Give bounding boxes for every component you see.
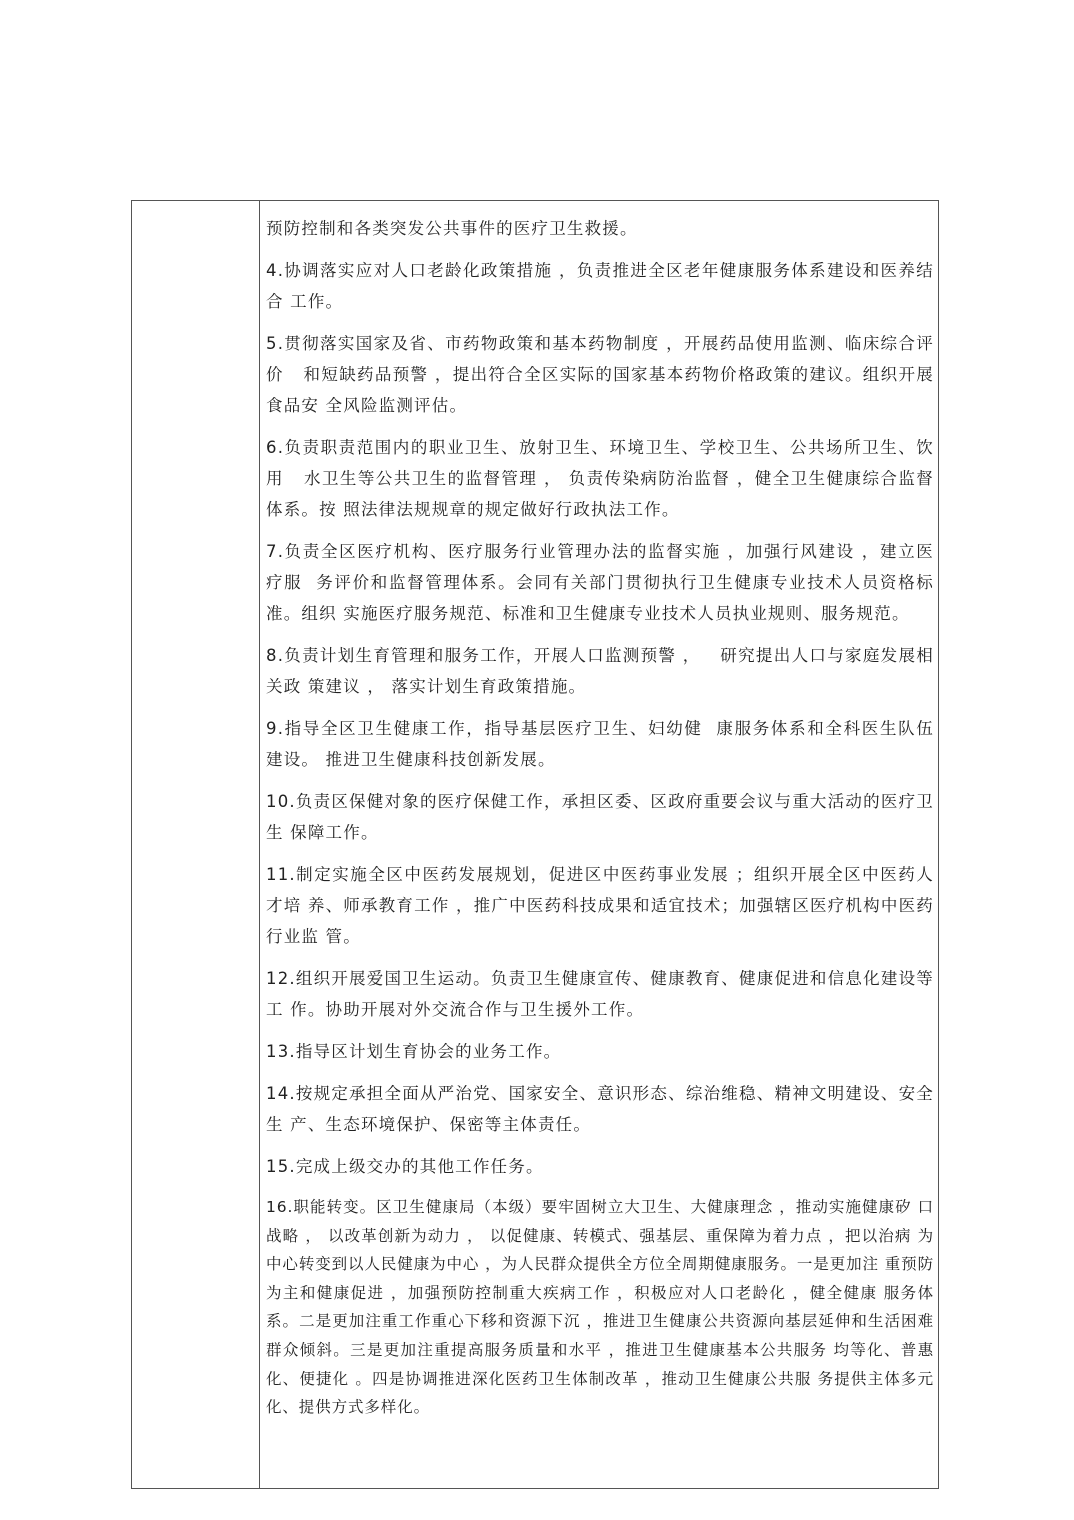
duty-paragraph-6: 6.负责职责范围内的职业卫生、放射卫生、环境卫生、学校卫生、公共场所卫生、饮用 水卫生等公共卫生的监督管理 ， 负责传染病防治监督 ，健全卫生健康综合监督体系。按 照法律法规规章的规定做好行政执法工作。 (266, 438, 934, 519)
duty-paragraph-5: 5.贯彻落实国家及省、市药物政策和基本药物制度 ，开展药品使用监测、临床综合评价 和短缺药品预警 ，提出符合全区实际的国家基本药物价格政策的建议。组织开展食品安 全风险监测评估。 (266, 334, 934, 415)
duties-table (131, 200, 939, 1489)
duty-paragraph-13: 13.指导区计划生育协会的业务工作。 (266, 1042, 562, 1061)
duty-paragraph-15: 15.完成上级交办的其他工作任务。 (266, 1157, 544, 1176)
duty-paragraph-10: 10.负责区保健对象的医疗保健工作，承担区委、区政府重要会议与重大活动的医疗卫生 保障工作。 (266, 792, 934, 842)
table-label-column (132, 201, 260, 1488)
duty-paragraph-7: 7.负责全区医疗机构、医疗服务行业管理办法的监督实施 ，加强行风建设 ，建立医疗服 务评价和监督管理体系。会同有关部门贯彻执行卫生健康专业技术人员资格标准。组织 实施医疗服务规范、标准和卫生健康专业技术人员执业规则、服务规范。 (266, 542, 934, 623)
duty-paragraph-12: 12.组织开展爱国卫生运动。负责卫生健康宣传、健康教育、健康促进和信息化建设等工 作。协助开展对外交流合作与卫生援外工作。 (266, 969, 934, 1019)
table-content-column (260, 201, 938, 1488)
duty-paragraph-continued: 预防控制和各类突发公共事件的医疗卫生救援。 (266, 219, 638, 238)
duty-paragraph-8: 8.负责计划生育管理和服务工作，开展人口监测预警 ， 研究提出人口与家庭发展相关政 策建议 ， 落实计划生育政策措施。 (266, 646, 934, 696)
duty-paragraph-9: 9.指导全区卫生健康工作，指导基层医疗卫生、妇幼健 康服务体系和全科医生队伍建设。 推进卫生健康科技创新发展。 (266, 719, 934, 769)
duty-paragraph-4: 4.协调落实应对人口老龄化政策措施 ，负责推进全区老年健康服务体系建设和医养结合 工作。 (266, 261, 934, 311)
duty-paragraph-14: 14.按规定承担全面从严治党、国家安全、意识形态、综治维稳、精神文明建设、安全生 产、生态环境保护、保密等主体责任。 (266, 1084, 934, 1134)
duty-paragraph-11: 11.制定实施全区中医药发展规划，促进区中医药事业发展 ；组织开展全区中医药人才培 养、师承教育工作 ，推广中医药科技成果和适宜技术；加强辖区医疗机构中医药行业监 管。 (266, 865, 934, 946)
duty-paragraph-16: 16.职能转变。区卫生健康局（本级）要牢固树立大卫生、大健康理念 ，推动实施健康矽 口战略 ， 以改革创新为动力 ， 以促健康、转模式、强基层、重保障为着力点 ，把以治病 为中心转变到以人民健康为中心 ，为人民群众提供全方位全周期健康服务。一是更加注 重预防为主和健康促进 ，加强预防控制重大疾病工作 ，积极应对人口老龄化 ，健全健康 服务体系。二是更加注重工作重心下移和资源下沉 ，推进卫生健康公共资源向基层延伸和生活困难群众倾斜。三是更加注重提高服务质量和水平 ，推进卫生健康基本公共服务 均等化、普惠化、便捷化 。四是协调推进深化医药卫生体制改革 ，推动卫生健康公共服 务提供主体多元化、提供方式多样化。 (266, 1198, 934, 1417)
